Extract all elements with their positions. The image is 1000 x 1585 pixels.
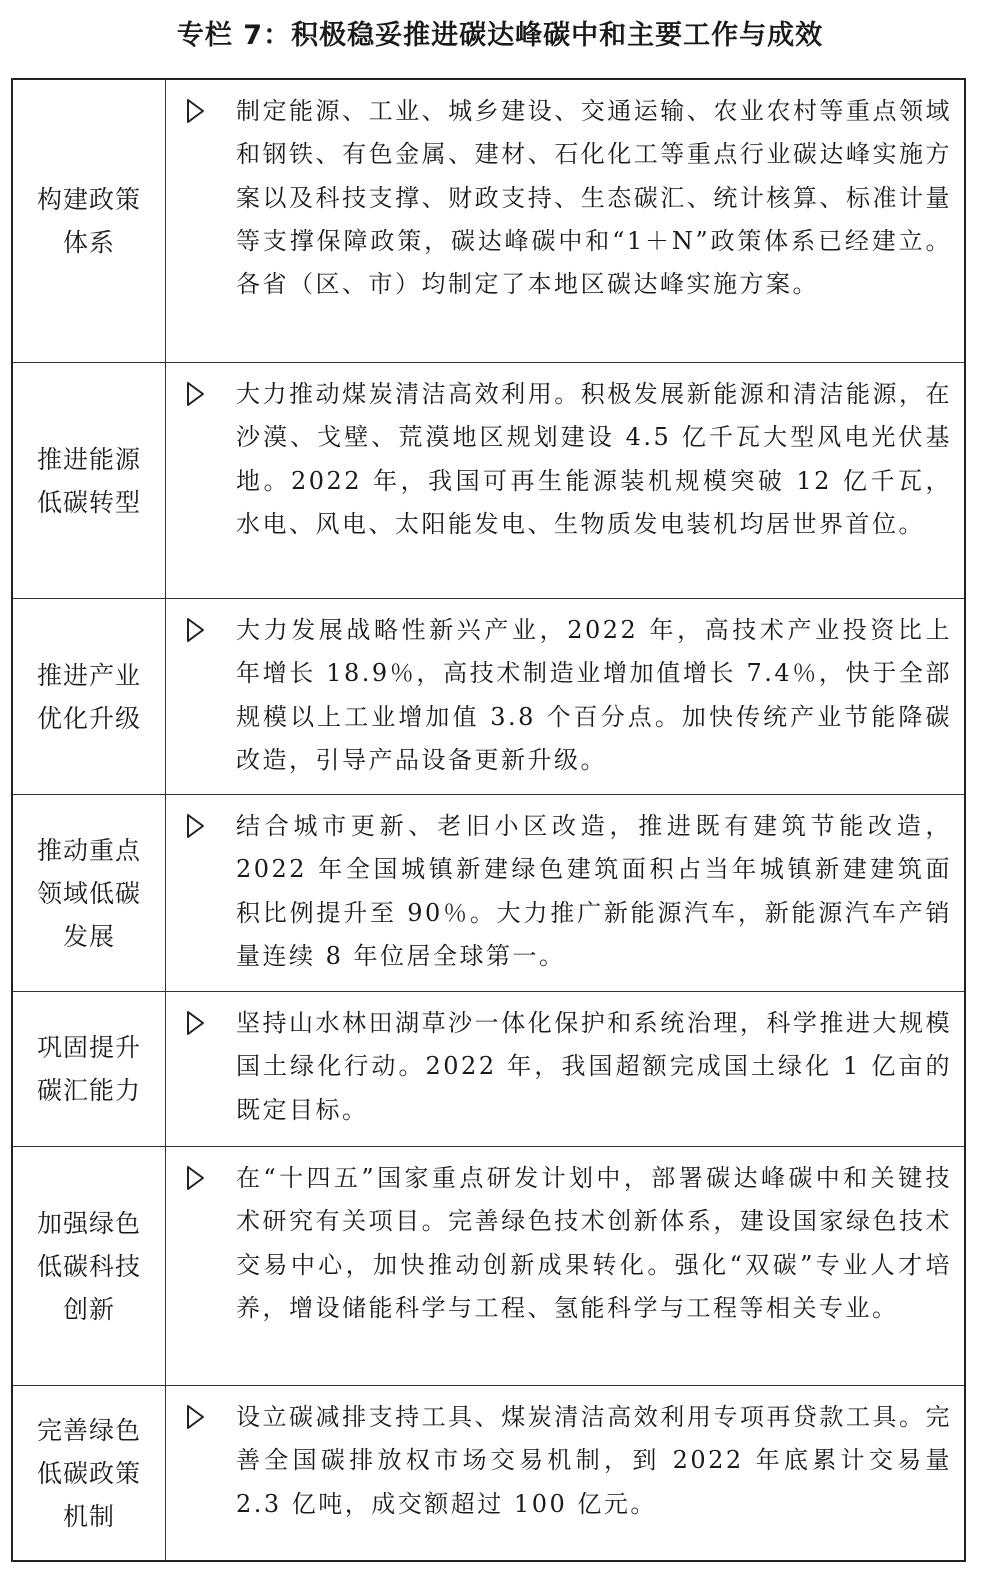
row-text: 在“十四五”国家重点研发计划中，部署碳达峰碳中和关键技术研究有关项目。完善绿色技术创新体系，建设国家绿色技术交易中心，加快推动创新成果转化。强化“双碳”专业人才培养，增设储能科学与工程、氢能科学与工程等相关专业。 (236, 1164, 952, 1322)
page-title: 专栏 7：积极稳妥推进碳达峰碳中和主要工作与成效 (176, 20, 824, 51)
row-content-cell (166, 1147, 964, 1385)
row-label-cell (13, 1386, 166, 1560)
table-row (13, 1386, 964, 1560)
row-content-cell (166, 363, 964, 598)
content-table (11, 78, 966, 1562)
row-label: 巩固提升碳汇能力 (36, 1033, 141, 1105)
hollow-arrow-bullet-icon (186, 381, 206, 407)
row-content-cell (166, 80, 964, 362)
row-content-cell (166, 795, 964, 991)
row-text: 大力发展战略性新兴产业，2022 年，高技术产业投资比上年增长 18.9％，高技术制造业增加值增长 7.4％，快于全部规模以上工业增加值 3.8 个百分点。加快传统产业节能降碳改造，引导产品设备更新升级。 (236, 616, 952, 774)
table-row (13, 363, 964, 599)
row-label-cell (13, 599, 166, 794)
row-label-cell (13, 363, 166, 598)
hollow-arrow-bullet-icon (186, 98, 206, 124)
table-row (13, 599, 964, 795)
row-content-cell (166, 599, 964, 794)
hollow-arrow-bullet-icon (186, 1010, 206, 1036)
row-text: 结合城市更新、老旧小区改造，推进既有建筑节能改造，2022 年全国城镇新建绿色建筑面积占当年城镇新建建筑面积比例提升至 90％。大力推广新能源汽车，新能源汽车产销量连续 8 年位居全球第一。 (236, 812, 952, 970)
table-row (13, 795, 964, 992)
row-content-cell (166, 992, 964, 1146)
row-label-cell (13, 80, 166, 362)
hollow-arrow-bullet-icon (186, 1165, 206, 1191)
row-label: 推进能源低碳转型 (36, 444, 141, 517)
hollow-arrow-bullet-icon (186, 1404, 206, 1430)
hollow-arrow-bullet-icon (186, 813, 206, 839)
row-label: 加强绿色低碳科技创新 (36, 1208, 141, 1324)
row-label: 完善绿色低碳政策机制 (36, 1415, 141, 1531)
row-text: 坚持山水林田湖草沙一体化保护和系统治理，科学推进大规模国土绿化行动。2022 年，我国超额完成国土绿化 1 亿亩的既定目标。 (236, 1009, 952, 1124)
row-label: 构建政策体系 (36, 185, 141, 257)
row-text: 制定能源、工业、城乡建设、交通运输、农业农村等重点领域和钢铁、有色金属、建材、石化化工等重点行业碳达峰实施方案以及科技支撑、财政支持、生态碳汇、统计核算、标准计量等支撑保障政策，碳达峰碳中和“1＋N”政策体系已经建立。各省（区、市）均制定了本地区碳达峰实施方案。 (236, 97, 952, 299)
row-text: 设立碳减排支持工具、煤炭清洁高效利用专项再贷款工具。完善全国碳排放权市场交易机制，到 2022 年底累计交易量 2.3 亿吨，成交额超过 100 亿元。 (236, 1403, 952, 1518)
row-label-cell (13, 795, 166, 991)
row-label-cell (13, 1147, 166, 1385)
row-label: 推动重点领域低碳发展 (36, 835, 141, 951)
table-row (13, 80, 964, 363)
row-text: 大力推动煤炭清洁高效利用。积极发展新能源和清洁能源，在沙漠、戈壁、荒漠地区规划建设 4.5 亿千瓦大型风电光伏基地。2022 年，我国可再生能源装机规模突破 12 亿千瓦，水电、风电、太阳能发电、生物质发电装机均居世界首位。 (236, 380, 952, 538)
hollow-arrow-bullet-icon (186, 617, 206, 643)
row-label-cell (13, 992, 166, 1146)
table-row (13, 1147, 964, 1386)
table-row (13, 992, 964, 1147)
row-content-cell (166, 1386, 964, 1560)
row-label: 推进产业优化升级 (36, 660, 141, 733)
